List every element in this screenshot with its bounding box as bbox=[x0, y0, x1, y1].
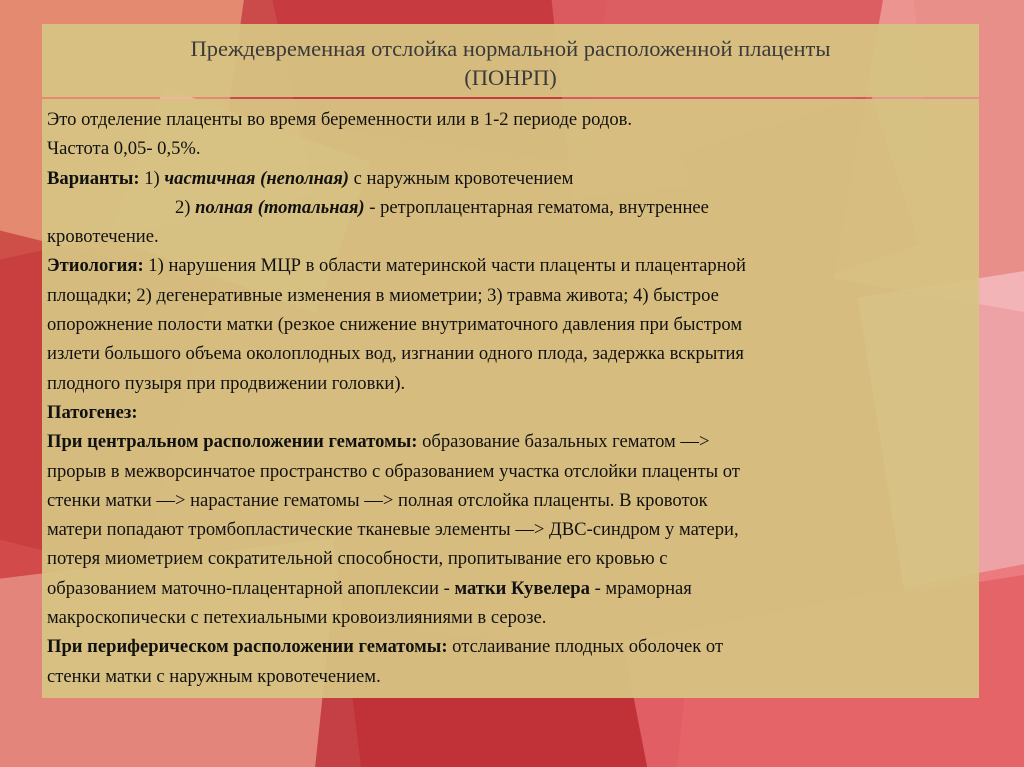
slide-title-line2: (ПОНРП) bbox=[464, 65, 557, 90]
central-line-5: потеря миометрием сократительной способности, пропитывание его кровью с bbox=[47, 548, 668, 570]
etiology-line-3: опорожнение полости матки (резкое снижение внутриматочного давления при быстром bbox=[47, 314, 743, 336]
etiology-label: Этиология: bbox=[47, 255, 144, 277]
peripheral-line-1 bbox=[47, 632, 975, 661]
central-text-1: образование базальных гематом —> bbox=[417, 431, 710, 453]
variant-2-number: 2) bbox=[175, 196, 196, 218]
definition-text: Это отделение плаценты во время беременности или в 1-2 периоде родов. bbox=[47, 109, 633, 130]
peripheral-text-1: отслаивание плодных оболочек от bbox=[447, 636, 724, 658]
central-line-2: прорыв в межворсинчатое пространство с образованием участка отслойки плаценты от bbox=[47, 460, 740, 482]
etiology-line-1 bbox=[47, 251, 975, 280]
slide-title-line1: Преждевременная отслойка нормальной расположенной плаценты bbox=[190, 36, 831, 61]
peripheral-hematoma-label: При периферическом расположении гематомы: bbox=[47, 636, 448, 658]
variant-2-continuation: кровотечение. bbox=[47, 226, 159, 248]
variant-2-term: полная (тотальная) bbox=[195, 196, 365, 218]
variants-label: Варианты: bbox=[47, 167, 140, 189]
variant-1-rest: с наружным кровотечением bbox=[349, 167, 574, 189]
frequency-text: Частота 0,05- 0,5%. bbox=[47, 138, 201, 160]
etiology-text-1: 1) нарушения МЦР в области материнской части плаценты и плацентарной bbox=[143, 255, 746, 277]
etiology-line-4: излети большого объема околоплодных вод, изгнании одного плода, задержка вскрытия bbox=[47, 343, 744, 365]
etiology-line-2: площадки; 2) дегенеративные изменения в миометрии; 3) травма живота; 4) быстрое bbox=[47, 284, 719, 306]
variant-1-term: частичная (неполная) bbox=[164, 167, 349, 189]
peripheral-line-2: стенки матки с наружным кровотечением. bbox=[47, 665, 381, 687]
pathogenesis-label: Патогенез: bbox=[47, 401, 138, 423]
variants-line-2 bbox=[47, 193, 975, 222]
central-text-6c: - мраморная bbox=[589, 577, 692, 599]
variant-1-number: 1) bbox=[139, 167, 165, 189]
slide-title-box bbox=[42, 24, 979, 97]
pathogenesis-heading bbox=[47, 398, 975, 427]
etiology-line-5: плодного пузыря при продвижении головки). bbox=[47, 372, 406, 394]
variants-line-1 bbox=[47, 164, 975, 193]
central-line-1 bbox=[47, 427, 975, 456]
central-line-7: макроскопически с петехиальными кровоизлияниями в серозе. bbox=[47, 607, 547, 629]
central-hematoma-label: При центральном расположении гематомы: bbox=[47, 431, 418, 453]
central-line-4: матери попадают тромбопластические тканевые элементы —> ДВС-синдром у матери, bbox=[47, 519, 739, 541]
slide-content-box bbox=[42, 99, 979, 698]
variant-2-rest: - ретроплацентарная гематома, внутреннее bbox=[364, 196, 709, 218]
couvelaire-uterus-term: матки Кувелера bbox=[454, 577, 590, 599]
central-line-6 bbox=[47, 574, 975, 603]
central-text-6a: образованием маточно-плацентарной апоплексии - bbox=[47, 577, 455, 599]
central-line-3: стенки матки —> нарастание гематомы —> полная отслойка плаценты. В кровоток bbox=[47, 489, 708, 511]
